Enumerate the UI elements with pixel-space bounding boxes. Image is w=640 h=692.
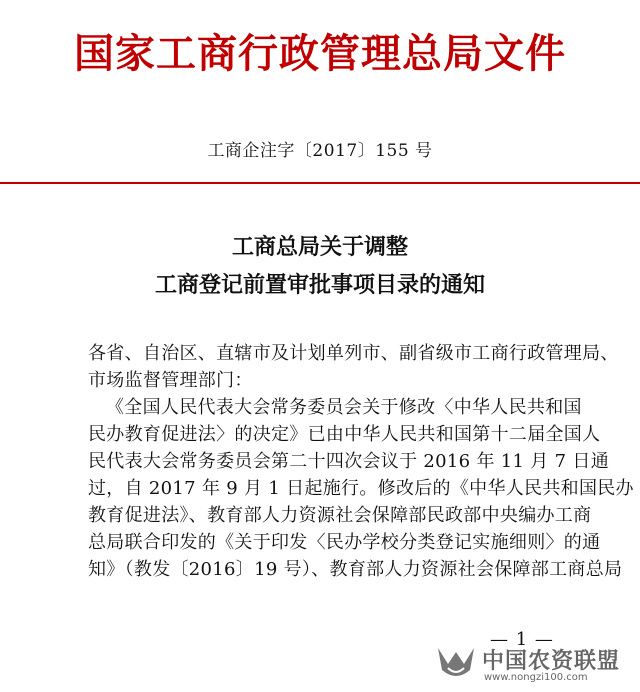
body-line: 总局联合印发的《关于印发〈民办学校分类登记实施细则〉的通 [88,532,601,553]
red-divider [0,182,640,184]
notice-title [0,228,640,304]
notice-body [88,340,640,583]
document-number: 工商企注字〔2017〕155 号 [207,141,433,161]
body-line: 教育促进法》、教育部人力资源社会保障部民政部中央编办工商 [88,505,592,526]
alliance-logo-icon [434,642,478,682]
watermark [434,640,634,686]
body-line: 市场监督管理部门： [88,370,253,391]
page-number: — 1 — [490,629,554,650]
title-line-1: 工商总局关于调整 [231,234,408,260]
body-line: 民代表大会常务委员会第二十四次会议于 2016 年 11 月 7 日通 [88,451,609,472]
org-title: 国家工商行政管理总局文件 [74,30,566,77]
body-line: 《全国人民代表大会常务委员会关于修改〈中华人民共和国 [106,397,582,418]
body-line: 过，自 2017 年 9 月 1 日起施行。修改后的《中华人民共和国民办 [88,478,634,499]
title-line-2: 工商登记前置审批事项目录的通知 [154,272,485,298]
watermark-name: 中国农资联盟 [482,648,621,674]
watermark-site: www.nongzi100.com [484,672,588,683]
body-line: 各省、自治区、直辖市及计划单列市、副省级市工商行政管理局、 [88,343,619,364]
body-line: 知》（教发〔2016〕19 号）、教育部人力资源社会保障部工商总局 [88,559,623,580]
body-line: 民办教育促进法〉的决定》已由中华人民共和国第十二届全国人 [88,424,601,445]
